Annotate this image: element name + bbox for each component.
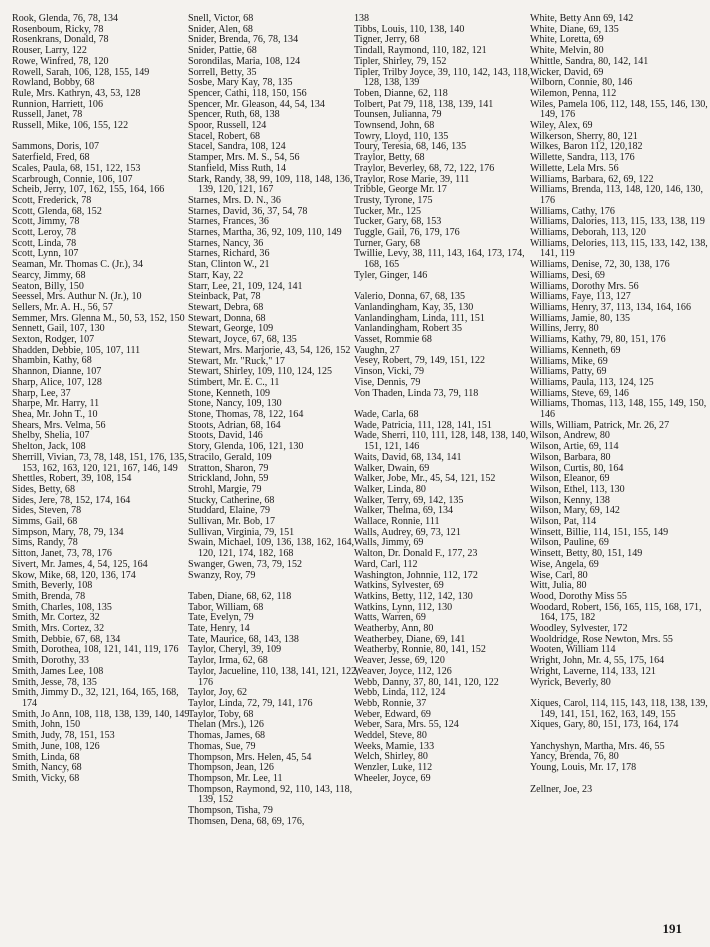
index-entry: Tipler, Trilby Joyce, 39, 110, 142, 143, 118, 128, 138, 139 bbox=[354, 66, 530, 89]
index-entry: Simms, Gail, 68 bbox=[12, 516, 78, 528]
page-number: 191 bbox=[662, 921, 682, 936]
index-entry: Watkins, Lynn, 112, 130 bbox=[354, 601, 453, 613]
index-entry: Russell, Janet, 78 bbox=[12, 109, 83, 121]
index-entry: Wilson, Kenny, 138 bbox=[530, 494, 610, 506]
index-entry: Shelby, Shelia, 107 bbox=[12, 430, 90, 442]
index-entry: Rosenboum, Ricky, 78 bbox=[12, 23, 104, 35]
index-entry: Studdard, Elaine, 79 bbox=[188, 505, 271, 517]
index-entry: Stark, Randy, 38, 99, 109, 118, 148, 136, 139, 120, 121, 167 bbox=[188, 173, 353, 196]
index-entry: Taylor, Jacueline, 110, 138, 141, 121, 122, 176 bbox=[188, 665, 359, 688]
index-entry: Sammons, Doris, 107 bbox=[12, 141, 100, 153]
index-entry: Williams, Jamie, 80, 135 bbox=[530, 312, 631, 324]
index-entry: Whittle, Sandra, 80, 142, 141 bbox=[530, 55, 649, 67]
index-entry: Sherrill, Vivian, 73, 78, 148, 151, 176, 135, 153, 162, 163, 120, 121, 167, 146, 149 bbox=[12, 451, 187, 474]
index-entry: Williams, Kathy, 79, 80, 151, 176 bbox=[530, 334, 666, 346]
index-entry: Strickland, John, 59 bbox=[188, 473, 269, 485]
index-entry: Weber, Edward, 69 bbox=[354, 708, 431, 720]
index-entry: Wilson, Andrew, 80 bbox=[530, 430, 610, 442]
index-entry: White, Loretta, 69 bbox=[530, 34, 604, 46]
index-entry: Tuggle, Gail, 76, 179, 176 bbox=[354, 227, 460, 239]
index-entry: Scott, Jimmy, 78 bbox=[12, 216, 80, 228]
index-entry: Thompson, Jean, 126 bbox=[188, 762, 274, 774]
index-entry: Rowland, Bobby, 68 bbox=[12, 77, 95, 89]
index-entry: Sennett, Gail, 107, 130 bbox=[12, 323, 105, 335]
index-entry: Walker, Dwain, 69 bbox=[354, 462, 430, 474]
index-entry: Townsend, John, 68 bbox=[354, 120, 435, 132]
index-entry: Stanfield, Miss Ruth, 14 bbox=[188, 162, 286, 174]
index-entry: Willette, Sandra, 113, 176 bbox=[530, 152, 635, 164]
index-entry: Sullivan, Mr. Bob, 17 bbox=[188, 516, 276, 528]
index-entry: Tucker, Mr., 125 bbox=[354, 205, 422, 217]
index-entry: Rule, Mrs. Kathryn, 43, 53, 128 bbox=[12, 87, 141, 99]
index-entry: Starnes, Richard, 36 bbox=[188, 248, 270, 260]
index-entry: Wilson, Pat, 114 bbox=[530, 516, 597, 528]
index-entry: Wilson, Barbara, 80 bbox=[530, 451, 611, 463]
index-entry: Strohl, Margie, 79 bbox=[188, 483, 262, 495]
index-entry: Shambin, Kathy, 68 bbox=[12, 355, 92, 367]
index-entry: Williams, Barbara, 62, 69, 122 bbox=[530, 173, 654, 185]
index-entry: Webb, Danny, 37, 80, 141, 120, 122 bbox=[354, 676, 499, 688]
index-entry: Willette, Lela Mrs. 56 bbox=[530, 162, 619, 174]
index-entry: Williams, Brenda, 113, 148, 120, 146, 130, 176 bbox=[530, 184, 704, 206]
index-entry: Williams, Desi, 69 bbox=[530, 269, 605, 281]
index-entry: Scarbrough, Connie, 106, 107 bbox=[12, 173, 133, 185]
index-entry: Rook, Glenda, 76, 78, 134 bbox=[12, 13, 119, 24]
index-entry: Wallace, Ronnie, 111 bbox=[354, 516, 440, 528]
index-entry: Seessel, Mrs. Authur N. (Jr.), 10 bbox=[12, 291, 142, 303]
index-entry: Smith, Charles, 108, 135 bbox=[12, 601, 112, 613]
index-entry: Williams, Deborah, 113, 120 bbox=[530, 227, 646, 239]
index-entry: Rowe, Winfred, 78, 120 bbox=[12, 55, 109, 67]
index-entry: Shears, Mrs. Velma, 56 bbox=[12, 419, 106, 431]
index-entry: Smith, Dorothy, 33 bbox=[12, 655, 89, 667]
index-entry: Smith, Beverly, 108 bbox=[12, 580, 93, 592]
index-entry: Taben, Diane, 68, 62, 118 bbox=[188, 590, 292, 602]
index-entry: Sorrell, Betty, 35 bbox=[188, 66, 257, 78]
index-entry: Shelton, Jack, 108 bbox=[12, 441, 86, 453]
index-entry: Tate, Evelyn, 79 bbox=[188, 612, 254, 624]
index-entry: Stone, Kenneth, 109 bbox=[188, 387, 271, 399]
index-entry: Starnes, Martha, 36, 92, 109, 110, 149 bbox=[188, 227, 342, 239]
index-column-2 bbox=[188, 14, 366, 827]
index-entry: Xiques, Carol, 114, 115, 143, 118, 138, 139, 149, 141, 151, 162, 163, 149, 155 bbox=[530, 697, 708, 720]
index-entry: Taylor, Irma, 62, 68 bbox=[188, 655, 268, 667]
index-entry: Smith, Debbie, 67, 68, 134 bbox=[12, 633, 121, 645]
index-entry: Wilkerson, Sherry, 80, 121 bbox=[530, 130, 638, 142]
index-entry: Wills, William, Patrick, Mr. 26, 27 bbox=[530, 419, 670, 431]
index-entry: Witt, Julia, 80 bbox=[530, 580, 587, 592]
index-entry: Vanlandingham, Robert 35 bbox=[354, 323, 462, 335]
index-entry: Weeks, Mamie, 133 bbox=[354, 740, 435, 752]
index-entry: Smith, Nancy, 68 bbox=[12, 762, 82, 774]
index-entry: Russell, Mike, 106, 155, 122 bbox=[12, 120, 129, 132]
index-entry: Sellers, Mr. A. H., 56, 57 bbox=[12, 301, 113, 313]
index-entry: Simpson, Mary, 78, 79, 134 bbox=[12, 526, 124, 538]
index-entry: Semmer, Mrs. Glenna M., 50, 53, 152, 150 bbox=[12, 312, 185, 324]
index-entry: Wyrick, Beverly, 80 bbox=[530, 676, 611, 688]
index-entry: Wicker, David, 69 bbox=[530, 66, 604, 78]
index-entry: Seaman, Mr. Thomas C. (Jr.), 34 bbox=[12, 259, 143, 271]
index-entry: Stone, Nancy, 109, 130 bbox=[188, 398, 282, 410]
index-entry: Stacel, Sandra, 108, 124 bbox=[188, 141, 286, 153]
index-entry: Williams, Patty, 69 bbox=[530, 366, 607, 378]
index-entry: Tate, Henry, 14 bbox=[188, 623, 250, 635]
index-entry: Woodley, Sylvester, 172 bbox=[530, 623, 628, 635]
index-entry: Weber, Sara, Mrs. 55, 124 bbox=[354, 719, 459, 731]
index-entry: Wright, Laverne, 114, 133, 121 bbox=[530, 665, 656, 677]
index-entry: Weatherby, Ronnie, 80, 141, 152 bbox=[354, 644, 486, 656]
index-entry: Sorondilas, Maria, 108, 124 bbox=[188, 55, 301, 67]
index-entry: Vinson, Vicki, 79 bbox=[354, 366, 425, 378]
index-entry: Thelan (Mrs.), 126 bbox=[188, 719, 264, 731]
index-entry: Walls, Audrey, 69, 73, 121 bbox=[354, 526, 461, 538]
index-entry: Vesey, Robert, 79, 149, 151, 122 bbox=[354, 355, 486, 367]
index-entry: Smith, Dorothea, 108, 121, 141, 119, 176 bbox=[12, 644, 179, 656]
index-entry: Scales, Paula, 68, 151, 122, 153 bbox=[12, 162, 141, 174]
index-entry: Vise, Dennis, 79 bbox=[354, 376, 421, 388]
index-entry: Traylor, Rose Marie, 39, 111 bbox=[354, 173, 470, 185]
index-entry: Smith, June, 108, 126 bbox=[12, 740, 100, 752]
index-entry: Williams, Dalories, 113, 115, 133, 138, 119 bbox=[530, 216, 705, 228]
index-entry: Zellner, Joe, 23 bbox=[530, 783, 593, 795]
index-column-4 bbox=[530, 14, 708, 795]
index-entry: Spoor, Russell, 124 bbox=[188, 120, 267, 132]
index-entry: Thompson, Tisha, 79 bbox=[188, 805, 273, 817]
index-entry: Wilson, Eleanor, 69 bbox=[530, 473, 610, 485]
index-entry: Stewart, Donna, 68 bbox=[188, 312, 266, 324]
index-entry: Sivert, Mr. James, 4, 54, 125, 164 bbox=[12, 558, 148, 570]
index-entry: Snell, Victor, 68 bbox=[188, 13, 254, 24]
index-entry: Scott, Leroy, 78 bbox=[12, 227, 77, 239]
index-entry: Smith, Jimmy D., 32, 121, 164, 165, 168, 174 bbox=[12, 687, 179, 709]
index-entry: Thomsen, Dena, 68, 69, 176, bbox=[188, 815, 305, 827]
index-column-1 bbox=[12, 14, 190, 785]
index-entry: Scott, Linda, 78 bbox=[12, 237, 77, 249]
index-entry: Winsett, Billie, 114, 151, 155, 149 bbox=[530, 526, 669, 538]
index-entry: Wilson, Mary, 69, 142 bbox=[530, 505, 620, 517]
index-entry: Scott, Frederick, 78 bbox=[12, 194, 92, 206]
index-entry: Spencer, Mr. Gleason, 44, 54, 134 bbox=[188, 98, 325, 110]
index-entry: Watkins, Sylvester, 69 bbox=[354, 580, 444, 592]
index-entry: Traylor, Betty, 68 bbox=[354, 152, 425, 164]
index-entry: Sharp, Lee, 37 bbox=[12, 387, 71, 399]
index-entry: Yancy, Brenda, 76, 80 bbox=[530, 751, 619, 763]
index-entry: Vaughn, 27 bbox=[354, 344, 400, 356]
index-entry: White, Diane, 69, 135 bbox=[530, 23, 619, 35]
index-entry: Webb, Ronnie, 37 bbox=[354, 697, 427, 709]
index-entry: Smith, Linda, 68 bbox=[12, 751, 80, 763]
index-entry: Toury, Teresia, 68, 146, 135 bbox=[354, 141, 467, 153]
index-entry: Towry, Lloyd, 110, 135 bbox=[354, 130, 449, 142]
index-entry: Stimbert, Mr. E. C., 11 bbox=[188, 376, 280, 388]
index-entry: Wise, Carl, 80 bbox=[530, 569, 588, 581]
index-entry: Rosenkrans, Donald, 78 bbox=[12, 34, 109, 46]
index-entry: Scott, Lynn, 107 bbox=[12, 248, 79, 260]
index-entry: Williams, Delories, 113, 115, 133, 142, 138, 141, 119 bbox=[530, 237, 708, 260]
index-entry: Wise, Angela, 69 bbox=[530, 558, 599, 570]
index-entry: Starr, Lee, 21, 109, 124, 141 bbox=[188, 280, 303, 292]
index-entry: Wright, John, Mr. 4, 55, 175, 164 bbox=[530, 655, 665, 667]
index-entry: Vanlandingham, Kay, 35, 130 bbox=[354, 301, 474, 313]
index-entry: Waits, David, 68, 134, 141 bbox=[354, 451, 462, 463]
index-entry: Tigner, Jerry, 68 bbox=[354, 34, 420, 46]
index-entry: Spencer, Cathi, 118, 150, 156 bbox=[188, 87, 307, 99]
index-entry: Williams, Dorothy Mrs. 56 bbox=[530, 280, 639, 292]
index-entry: Stucky, Catherine, 68 bbox=[188, 494, 275, 506]
index-entry: Thompson, Mrs. Helen, 45, 54 bbox=[188, 751, 312, 763]
index-entry: Stratton, Sharon, 79 bbox=[188, 462, 269, 474]
index-entry: Wiles, Pamela 106, 112, 148, 155, 146, 130, 149, 176 bbox=[530, 98, 708, 121]
index-entry: Williams, Faye, 113, 127 bbox=[530, 291, 631, 303]
index-entry: Woodard, Robert, 156, 165, 115, 168, 171, 164, 175, 182 bbox=[530, 601, 702, 624]
index-entry: Shadden, Debbie, 105, 107, 111 bbox=[12, 344, 141, 356]
index-entry: Weaver, Joyce, 112, 126 bbox=[354, 665, 452, 677]
index-entry: Williams, Kenneth, 69 bbox=[530, 344, 621, 356]
index-entry: Smith, Mrs. Cortez, 32 bbox=[12, 623, 105, 635]
index-entry: Vasset, Rommie 68 bbox=[354, 334, 432, 346]
index-entry: Sides, Jere, 78, 152, 174, 164 bbox=[12, 494, 131, 506]
index-entry: Wooldridge, Rose Newton, Mrs. 55 bbox=[530, 633, 673, 645]
index-entry: Walker, Terry, 69, 142, 135 bbox=[354, 494, 464, 506]
index-entry: Wilemon, Penna, 112 bbox=[530, 87, 617, 99]
index-entry: Steinback, Pat, 78 bbox=[188, 291, 261, 303]
index-entry: Sexton, Rodger, 107 bbox=[12, 334, 95, 346]
index-entry: Snider, Alen, 68 bbox=[188, 23, 253, 35]
index-entry: Williams, Denise, 72, 30, 138, 176 bbox=[530, 259, 670, 271]
index-entry: Starnes, Frances, 36 bbox=[188, 216, 269, 228]
index-entry: Smith, John, 150 bbox=[12, 719, 81, 731]
index-entry: Tibbs, Louis, 110, 138, 140 bbox=[354, 23, 465, 35]
index-entry: Valerio, Donna, 67, 68, 135 bbox=[354, 291, 466, 303]
index-entry: Taylor, Linda, 72, 79, 141, 176 bbox=[188, 697, 313, 709]
index-entry: Rouser, Larry, 122 bbox=[12, 45, 87, 57]
index-entry: Stoots, David, 146 bbox=[188, 430, 263, 442]
index-entry: Turner, Gary, 68 bbox=[354, 237, 421, 249]
index-entry: Sides, Steven, 78 bbox=[12, 505, 82, 517]
index-entry: Tribble, George Mr. 17 bbox=[354, 184, 447, 196]
index-entry: Stoots, Adrian, 68, 164 bbox=[188, 419, 281, 431]
index-entry: Tyler, Ginger, 146 bbox=[354, 269, 428, 281]
index-entry: Thompson, Raymond, 92, 110, 143, 118, 139, 152 bbox=[188, 783, 353, 806]
index-entry: Welch, Shirley, 80 bbox=[354, 751, 428, 763]
index-entry: Smith, Judy, 78, 151, 153 bbox=[12, 730, 115, 742]
index-entry: Thompson, Mr. Lee, 11 bbox=[188, 772, 283, 784]
index-entry: Swanger, Gwen, 73, 79, 152 bbox=[188, 558, 303, 570]
index-entry: Wilson, Artie, 69, 114 bbox=[530, 441, 619, 453]
index-entry: Skow, Mike, 68, 120, 136, 174 bbox=[12, 569, 136, 581]
index-entry: Wade, Sherri, 110, 111, 128, 148, 138, 140, 151, 121, 146 bbox=[354, 430, 529, 453]
index-entry: Webb, Linda, 112, 124 bbox=[354, 687, 446, 699]
index-entry: 138 bbox=[354, 13, 370, 24]
index-entry: Thomas, Sue, 79 bbox=[188, 740, 256, 752]
index-entry: Walls, Jimmy, 69 bbox=[354, 537, 424, 549]
index-entry: Tipler, Shirley, 79, 152 bbox=[354, 55, 447, 67]
index-entry: Sitton, Janet, 73, 78, 176 bbox=[12, 548, 112, 560]
index-entry: Wheeler, Joyce, 69 bbox=[354, 772, 431, 784]
index-entry: Tolbert, Pat 79, 118, 138, 139, 141 bbox=[354, 98, 494, 110]
index-entry: Ward, Carl, 112 bbox=[354, 558, 418, 570]
index-entry: Scott, Glenda, 68, 152 bbox=[12, 205, 102, 217]
index-entry: Stewart, George, 109 bbox=[188, 323, 274, 335]
index-entry: Walker, Jobe, Mr., 45, 54, 121, 152 bbox=[354, 473, 496, 485]
index-entry: Smith, Jesse, 78, 135 bbox=[12, 676, 97, 688]
index-entry: Stacel, Robert, 68 bbox=[188, 130, 260, 142]
index-entry: Smith, Vicky, 68 bbox=[12, 772, 80, 784]
index-entry: Seaton, Billy, 150 bbox=[12, 280, 84, 292]
index-entry: White, Melvin, 80 bbox=[530, 45, 604, 57]
index-entry: Swain, Michael, 109, 136, 138, 162, 164, 120, 121, 174, 182, 168 bbox=[188, 537, 355, 560]
index-entry: Wooten, William 114 bbox=[530, 644, 616, 656]
index-entry: Winsett, Betty, 80, 151, 149 bbox=[530, 548, 643, 560]
index-entry: Thomas, James, 68 bbox=[188, 730, 266, 742]
index-entry: Sullivan, Virginia, 79, 151 bbox=[188, 526, 295, 538]
index-entry: Spencer, Ruth, 68, 138 bbox=[188, 109, 280, 121]
index-entry: Watkins, Betty, 112, 142, 130 bbox=[354, 590, 473, 602]
index-entry: Sides, Betty, 68 bbox=[12, 483, 75, 495]
index-entry: Starr, Kay, 22 bbox=[188, 269, 244, 281]
index-entry: Stamper, Mrs. M. S., 54, 56 bbox=[188, 152, 300, 164]
index-entry: Wilson, Curtis, 80, 164 bbox=[530, 462, 624, 474]
index-entry: Walton, Dr. Donald F., 177, 23 bbox=[354, 548, 478, 560]
index-entry: Stewart, Mrs. Marjorie, 43, 54, 126, 152 bbox=[188, 344, 351, 356]
index-entry: Sharp, Alice, 107, 128 bbox=[12, 376, 102, 388]
index-entry: Wilson, Pauline, 69 bbox=[530, 537, 609, 549]
index-entry: Watts, Warren, 69 bbox=[354, 612, 426, 624]
index-entry: Rowell, Sarah, 106, 128, 155, 149 bbox=[12, 66, 150, 78]
index-entry: Weddel, Steve, 80 bbox=[354, 730, 427, 742]
index-entry: Scheib, Jerry, 107, 162, 155, 164, 166 bbox=[12, 184, 165, 196]
index-entry: Williams, Mike, 69 bbox=[530, 355, 608, 367]
index-entry: Weaver, Jesse, 69, 120 bbox=[354, 655, 445, 667]
index-entry: Wilson, Ethel, 113, 130 bbox=[530, 483, 625, 495]
index-entry: Wiley, Alex, 69 bbox=[530, 120, 593, 132]
index-entry: Wilborn, Connie, 80, 146 bbox=[530, 77, 633, 89]
index-entry: Snider, Brenda, 76, 78, 134 bbox=[188, 34, 299, 46]
index-entry: Shea, Mr. John T., 10 bbox=[12, 409, 98, 420]
index-entry: Wade, Patricia, 111, 128, 141, 151 bbox=[354, 419, 492, 431]
index-entry: Smith, Mr. Cortez, 32 bbox=[12, 612, 100, 624]
index-entry: Searcy, Jimmy, 68 bbox=[12, 269, 86, 281]
index-entry: Tabor, William, 68 bbox=[188, 601, 264, 613]
index-entry: Stewart, Mr. "Ruck," 17 bbox=[188, 355, 285, 367]
index-entry: Saterfield, Fred, 68 bbox=[12, 152, 90, 164]
index-entry: Starnes, Mrs. D. N., 36 bbox=[188, 194, 281, 206]
index-entry: Tounsen, Julianna, 79 bbox=[354, 109, 442, 121]
index-entry: Williams, Henry, 37, 113, 134, 164, 166 bbox=[530, 301, 691, 313]
index-entry: Runnion, Harriett, 106 bbox=[12, 98, 103, 110]
index-entry: Sharpe, Mr. Harry, 11 bbox=[12, 398, 100, 410]
index-entry: Smith, Brenda, 78 bbox=[12, 590, 86, 602]
index-entry: Wade, Carla, 68 bbox=[354, 408, 419, 420]
index-entry: Starnes, David, 36, 37, 54, 78 bbox=[188, 205, 308, 217]
index-entry: Stone, Thomas, 78, 122, 164 bbox=[188, 409, 304, 421]
index-entry: Wenzler, Luke, 112 bbox=[354, 762, 433, 774]
index-entry: Stan, Clinton W., 21 bbox=[188, 259, 270, 271]
index-entry: Snider, Pattie, 68 bbox=[188, 45, 257, 57]
index-entry: Traylor, Beverley, 68, 72, 122, 176 bbox=[354, 162, 495, 174]
index-entry: Stewart, Shirley, 109, 110, 124, 125 bbox=[188, 366, 333, 378]
index-entry: Story, Glenda, 106, 121, 130 bbox=[188, 441, 304, 453]
index-entry: Trusty, Tyrone, 175 bbox=[354, 194, 433, 206]
index-entry: Toben, Dianne, 62, 118 bbox=[354, 87, 448, 99]
index-entry: Smith, Jo Ann, 108, 118, 138, 139, 140, 149 bbox=[12, 708, 190, 720]
index-entry: Williams, Paula, 113, 124, 125 bbox=[530, 376, 654, 388]
index-entry: Tindall, Raymond, 110, 182, 121 bbox=[354, 45, 487, 57]
index-entry: Yanchyshyn, Martha, Mrs. 46, 55 bbox=[530, 740, 665, 752]
index-entry: Wood, Dorothy Miss 55 bbox=[530, 590, 627, 602]
index-entry: Xiques, Gary, 80, 151, 173, 164, 174 bbox=[530, 719, 679, 731]
index-entry: White, Betty Ann 69, 142 bbox=[530, 13, 634, 24]
index-entry: Williams, Steve, 69, 146 bbox=[530, 387, 629, 399]
index-entry: Young, Louis, Mr. 17, 178 bbox=[530, 762, 637, 774]
index-entry: Williams, Cathy, 176 bbox=[530, 205, 615, 217]
index-entry: Taylor, Cheryl, 39, 109 bbox=[188, 644, 282, 656]
index-entry: Stracilo, Gerald, 109 bbox=[188, 451, 272, 463]
index-entry: Willins, Jerry, 80 bbox=[530, 323, 599, 335]
index-entry: Swanzy, Roy, 79 bbox=[188, 569, 256, 581]
index-entry: Starnes, Nancy, 36 bbox=[188, 237, 264, 249]
index-entry: Tucker, Gary, 68, 153 bbox=[354, 216, 442, 228]
index-entry: Weatherby, Ann, 80 bbox=[354, 623, 434, 635]
index-entry: Stewart, Debra, 68 bbox=[188, 301, 264, 313]
index-entry: Weatherbey, Diane, 69, 141 bbox=[354, 633, 466, 645]
index-entry: Taylor, Toby, 68 bbox=[188, 708, 254, 720]
section-gap bbox=[530, 774, 708, 785]
index-entry: Smith, James Lee, 108 bbox=[12, 665, 104, 677]
index-entry: Shettles, Robert, 39, 108, 154 bbox=[12, 473, 132, 485]
index-entry: Washington, Johnnie, 112, 172 bbox=[354, 569, 478, 581]
index-entry: Sosbe, Mary Kay, 78, 135 bbox=[188, 77, 293, 89]
index-entry: Walker, Linda, 80 bbox=[354, 483, 426, 495]
index-entry: Stewart, Joyce, 67, 68, 135 bbox=[188, 334, 297, 346]
index-entry: Vanlandingham, Linda, 111, 151 bbox=[354, 312, 485, 324]
index-entry: Walker, Thelma, 69, 134 bbox=[354, 505, 454, 517]
index-entry: Von Thaden, Linda 73, 79, 118 bbox=[354, 387, 479, 399]
index-entry: Shannon, Dianne, 107 bbox=[12, 366, 102, 378]
index-entry: Twillie, Levy, 38, 111, 143, 164, 173, 174, 168, 165 bbox=[354, 248, 525, 271]
index-entry: Williams, Thomas, 113, 148, 155, 149, 150, 146 bbox=[530, 398, 707, 421]
index-entry: Wilkes, Baron 112, 120,182 bbox=[530, 141, 643, 153]
index-entry: Tate, Maurice, 68, 143, 138 bbox=[188, 633, 299, 645]
index-column-3 bbox=[354, 14, 532, 785]
index-entry: Sims, Randy, 78 bbox=[12, 537, 78, 549]
index-entry: Taylor, Joy, 62 bbox=[188, 687, 248, 699]
